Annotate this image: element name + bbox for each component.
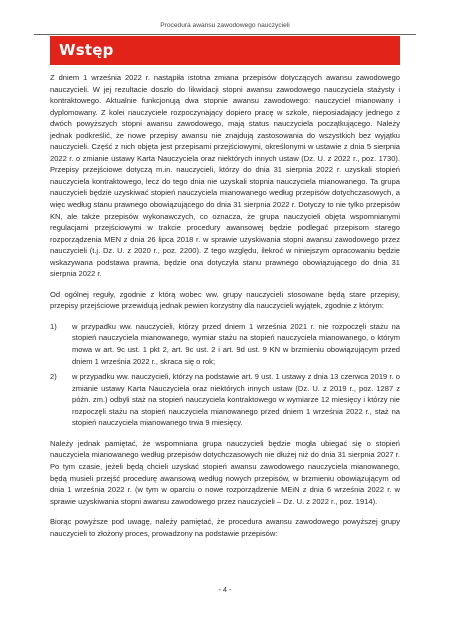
paragraph-conclusion: Biorąc powyższe pod uwagę, należy pamiętać, że procedura awansu zawodowego powyższej grupy nauczycieli to złożony proces, prowadzony na podstawie przepisów: — [50, 517, 400, 538]
paragraph-deadline: Należy jednak pamiętać, że wspomniana grupa nauczycieli będzie mogła ubiegać się o stopień nauczyciela mianowanego według przepisów dotychczasowych nie dłużej niż do dnia 31 sierpnia 2027 r. Po tym czasie, jeżeli będą chcieli uzyskać stopień awansu zawodowego nauczyciela mianowanego, będą musieli przejść procedurę awansową według nowych przepisów, w brzmieniu obowiązującym od dnia 1 września 2022 r. (w tym w oparciu o nowe rozporządzenie MEiN z dnia 6 września 2022 r. w sprawie uzyskiwania stopni awansu zawodowego przez nauczycieli – Dz. U. z 2022 r., poz. 1914). — [50, 438, 400, 506]
running-header: Procedura awansu zawodowego nauczycieli — [160, 22, 290, 29]
exception-list — [50, 321, 400, 429]
list-item-number: 1) — [50, 321, 57, 331]
section-title: Wstęp — [59, 41, 114, 59]
header-divider — [34, 34, 416, 35]
list-item — [50, 321, 400, 367]
paragraph-intro: Z dniem 1 września 2022 r. nastąpiła istotna zmiana przepisów dotyczących awansu zawodowego nauczycieli. W jej rezultacie doszło do likwidacji stopni awansu zawodowego nauczyciela stażysty i kontraktowego. Aktualnie funkcjonują dwa stopnie awansu zawodowego: nauczyciel mianowany i dyplomowany. Z kolei nauczyciele rozpoczynający dopiero pracę w szkole, nieposiadający jednego z dwóch powyższych stopni awansu zawodowego, mają status nauczyciela początkującego. Należy jednak podkreślić, że nowe przepisy awansu nie znajdują zastosowania do wszystkich bez wyjątku nauczycieli. Część z nich objęta jest przepisami przejściowymi, określonymi w ustawie z dnia 5 sierpnia 2022 r. o zmianie ustawy Karta Nauczyciela oraz niektórych innych ustaw (Dz. U. z 2022 r., poz. 1730). Przepisy przejściowe dotyczą m.in. nauczycieli, którzy do dnia 31 sierpnia 2022 r. uzyskali stopień nauczyciela kontraktowego, lecz do tego dnia nie uzyskali stopnia nauczyciela mianowanego. Ta grupa nauczycieli będzie uzyskiwać stopień nauczyciela mianowanego według przepisów dotychczasowych, a więc według stanu prawnego obowiązującego do dnia 31 sierpnia 2022 r. Dotyczy to nie tylko przepisów KN, ale także przepisów wykonawczych, co oznacza, że grupa nauczycieli objęta wspomnianymi regulacjami przejściowymi w trakcie procedury awansowej będzie podlegać przepisom starego rozporządzenia MEN z dnia 26 lipca 2018 r. w sprawie uzyskiwania stopni awansu zawodowego przez nauczycieli (t.j. Dz. U. z 2020 r., poz. 2200). Z tego względu, ilekroć w niniejszym opracowaniu będzie wskazywana podstawa prawna, będzie ona dotyczyła stanu prawnego obowiązującego do dnia 31 sierpnia 2022 r. — [50, 73, 400, 279]
page-number: - 4 - — [218, 585, 232, 594]
document-body — [50, 72, 400, 548]
list-item — [50, 371, 400, 429]
list-item-text: w przypadku ww. nauczycieli, którzy na podstawie art. 9 ust. 1 ustawy z dnia 13 czerwca 2019 r. o zmianie ustawy Karta Nauczyciela oraz niektórych innych ustaw (Dz. U. z 2019 r., poz. 1287 z późn. zm.) odbyli staż na stopień nauczyciela kontraktowego w wymiarze 12 miesięcy i którzy nie rozpoczęli stażu na stopień nauczyciela mianowanego przed dniem 1 września 2022 r., staż na stopień nauczyciela mianowanego trwa 9 miesięcy. — [72, 372, 400, 428]
section-banner — [50, 36, 400, 65]
list-item-text: w przypadku ww. nauczycieli, którzy przed dniem 1 września 2021 r. nie rozpoczęli stażu na stopień nauczyciela mianowanego, wymiar stażu na stopień nauczyciela mianowanego, o którym mowa w art. 9c ust. 1 pkt 2, art. 9c ust. 2 i art. 9d ust. 9 KN w brzmieniu obowiązującym przed dniem 1 września 2022 r., skraca się o rok; — [72, 321, 400, 366]
list-item-number: 2) — [50, 372, 57, 382]
paragraph-exception: Od ogólnej reguły, zgodnie z którą wobec ww. grupy nauczycieli stosowane będą stare przepisy, przepisy przejściowe przewidują jednak pewien korzystny dla nauczycieli wyjątek, zgodnie z którym: — [50, 289, 400, 311]
